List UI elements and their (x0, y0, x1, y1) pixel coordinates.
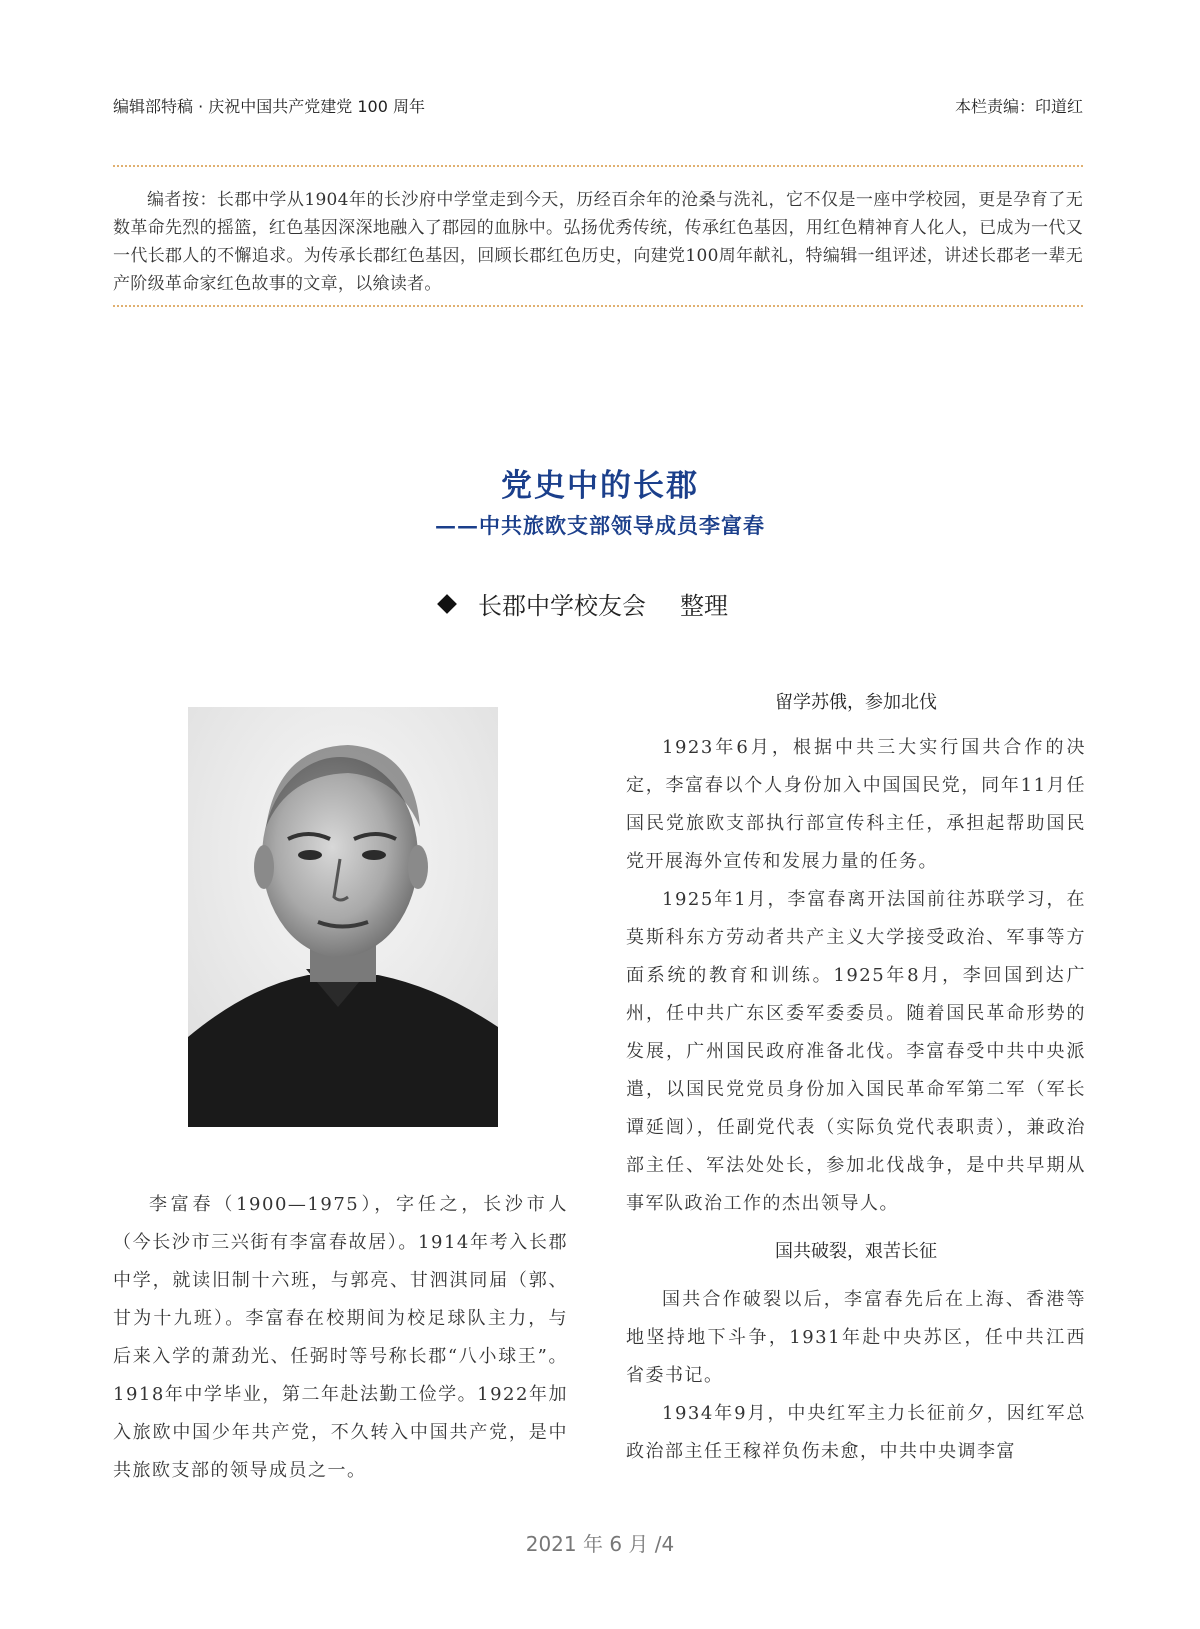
article-title: 党史中的长郡 (501, 468, 699, 504)
right-column-section-1 (626, 729, 1086, 1223)
intro-paragraph: 李富春（1900—1975），字任之，长沙市人（今长沙市三兴街有李富春故居）。1914年考入长郡中学，就读旧制十六班，与郭亮、甘泗淇同届（郭、甘为十九班）。李富春在校期间为校足球队主力，与后来入学的萧劲光、任弼时等号称长郡“八小球王”。1918年中学毕业，第二年赴法勤工俭学。1922年加入旅欧中国少年共产党，不久转入中国共产党，是中共旅欧支部的领导成员之一。 (113, 1194, 568, 1481)
section-2-paragraph-1: 国共合作破裂以后，李富春先后在上海、香港等地坚持地下斗争，1931年赴中央苏区，任中共江西省委书记。 (626, 1289, 1086, 1386)
article-subtitle: ——中共旅欧支部领导成员李富春 (435, 513, 765, 538)
section-header: 编辑部特稿 · 庆祝中国共产党建党 100 周年 (113, 97, 425, 116)
right-column-section-2 (626, 1281, 1086, 1471)
page-footer: 2021 年 6 月 /4 (525, 1532, 675, 1556)
byline (440, 586, 728, 621)
divider-bottom (113, 305, 1083, 307)
left-column (113, 1186, 568, 1490)
section-heading-1: 留学苏俄，参加北伐 (775, 692, 937, 713)
section-2-paragraph-2: 1934年9月，中央红军主力长征前夕，因红军总政治部主任王稼祥负伤未愈，中共中央调李富 (626, 1403, 1086, 1462)
byline-org: 长郡中学校友会 (478, 592, 646, 620)
section-1-paragraph-2: 1925年1月，李富春离开法国前往苏联学习，在莫斯科东方劳动者共产主义大学接受政治、军事等方面系统的教育和训练。1925年8月，李回国到达广州，任中共广东区委军委委员。随着国民革命形势的发展，广州国民政府准备北伐。李富春受中共中央派遣，以国民党党员身份加入国民革命军第二军（军长谭延闿），任副党代表（实际负党代表职责），兼政治部主任、军法处处长，参加北伐战争，是中共早期从事军队政治工作的杰出领导人。 (626, 889, 1086, 1214)
divider-top (113, 165, 1083, 167)
column-editor: 本栏责编：印道红 (954, 97, 1083, 116)
byline-role: 整理 (680, 592, 728, 620)
section-1-paragraph-1: 1923年6月，根据中共三大实行国共合作的决定，李富春以个人身份加入中国国民党，同年11月任国民党旅欧支部执行部宣传科主任，承担起帮助国民党开展海外宣传和发展力量的任务。 (626, 737, 1086, 872)
portrait-photo (188, 707, 498, 1127)
section-heading-2: 国共破裂，艰苦长征 (775, 1241, 937, 1262)
diamond-icon (437, 594, 457, 614)
editor-note: 编者按：长郡中学从1904年的长沙府中学堂走到今天，历经百余年的沧桑与洗礼，它不仅是一座中学校园，更是孕育了无数革命先烈的摇篮，红色基因深深地融入了郡园的血脉中。弘扬优秀传统，传承红色基因，用红色精神育人化人，已成为一代又一代长郡人的不懈追求。为传承长郡红色基因，回顾长郡红色历史，向建党100周年献礼，特编辑一组评述，讲述长郡老一辈无产阶级革命家红色故事的文章，以飨读者。 (113, 190, 1083, 294)
